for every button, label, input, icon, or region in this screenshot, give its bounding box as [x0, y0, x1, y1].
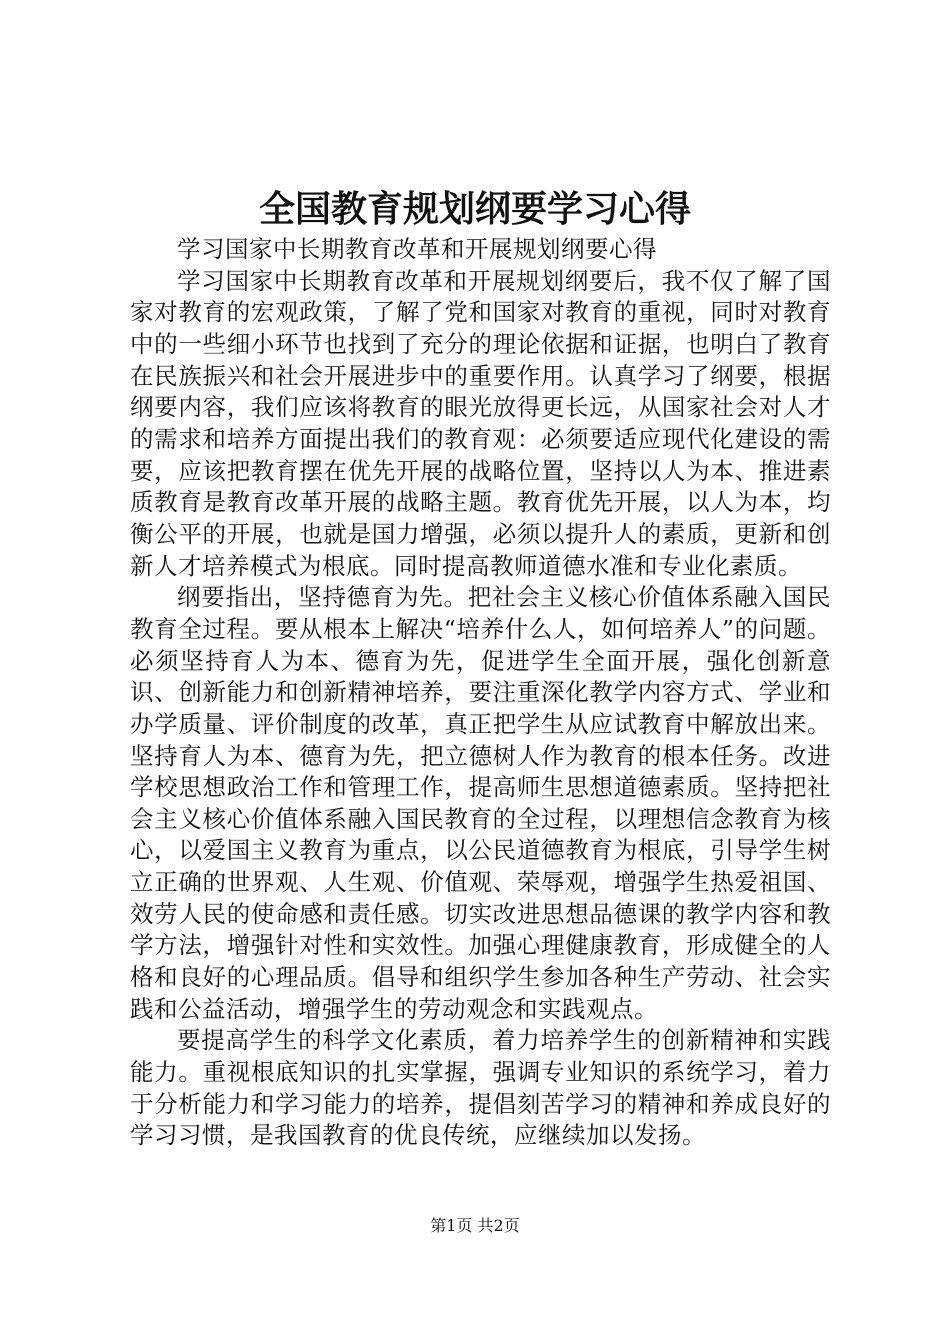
body-paragraph: 学习国家中长期教育改革和开展规划纲要后，我不仅了解了国家对教育的宏观政策，了解了党和国家对教育的重视，同时对教育中的一些细小环节也找到了充分的理论依据和证据，也明白了教育在民族振兴和社会开展进步中的重要作用。认真学习了纲要，根据纲要内容，我们应该将教育的眼光放得更长远，从国家社会对人才的需求和培养方面提出我们的教育观：必须要适应现代化建设的需要，应该把教育摆在优先开展的战略位置，坚持以人为本、推进素质教育是教育改革开展的战略主题。教育优先开展，以人为本，均衡公平的开展，也就是国力增强，必须以提升人的素质，更新和创新人才培养模式为根底。同时提高教师道德水准和专业化素质。 [130, 266, 831, 580]
page-number-footer: 第1页 共2页 [430, 1216, 520, 1235]
body-paragraph: 要提高学生的科学文化素质，着力培养学生的创新精神和实践能力。重视根底知识的扎实掌握，强调专业知识的系统学习，着力于分析能力和学习能力的培养，提倡刻苦学习的精神和养成良好的学习习惯，是我国教育的优良传统，应继续加以发扬。 [130, 1026, 831, 1150]
document-title: 全国教育规划纲要学习心得 [258, 188, 691, 230]
subtitle-paragraph: 学习国家中长期教育改革和开展规划纲要心得 [177, 235, 657, 263]
body-paragraph: 纲要指出，坚持德育为先。把社会主义核心价值体系融入国民教育全过程。要从根本上解决“培养什么人，如何培养人”的问题。必须坚持育人为本、德育为先，促进学生全面开展，强化创新意识、创新能力和创新精神培养，要注重深化教学内容方式、学业和办学质量、评价制度的改革，真正把学生从应试教育中解放出来。坚持育人为本、德育为先，把立德树人作为教育的根本任务。改进学校思想政治工作和管理工作，提高师生思想道德素质。坚持把社会主义核心价值体系融入国民教育的全过程，以理想信念教育为核心，以爱国主义教育为重点，以公民道德教育为根底，引导学生树立正确的世界观、人生观、价值观、荣辱观，增强学生热爱祖国、效劳人民的使命感和责任感。切实改进思想品德课的教学内容和教学方法，增强针对性和实效性。加强心理健康教育，形成健全的人格和良好的心理品质。倡导和组织学生参加各种生产劳动、社会实践和公益活动，增强学生的劳动观念和实践观点。 [130, 583, 831, 1023]
document-body [130, 234, 831, 1152]
